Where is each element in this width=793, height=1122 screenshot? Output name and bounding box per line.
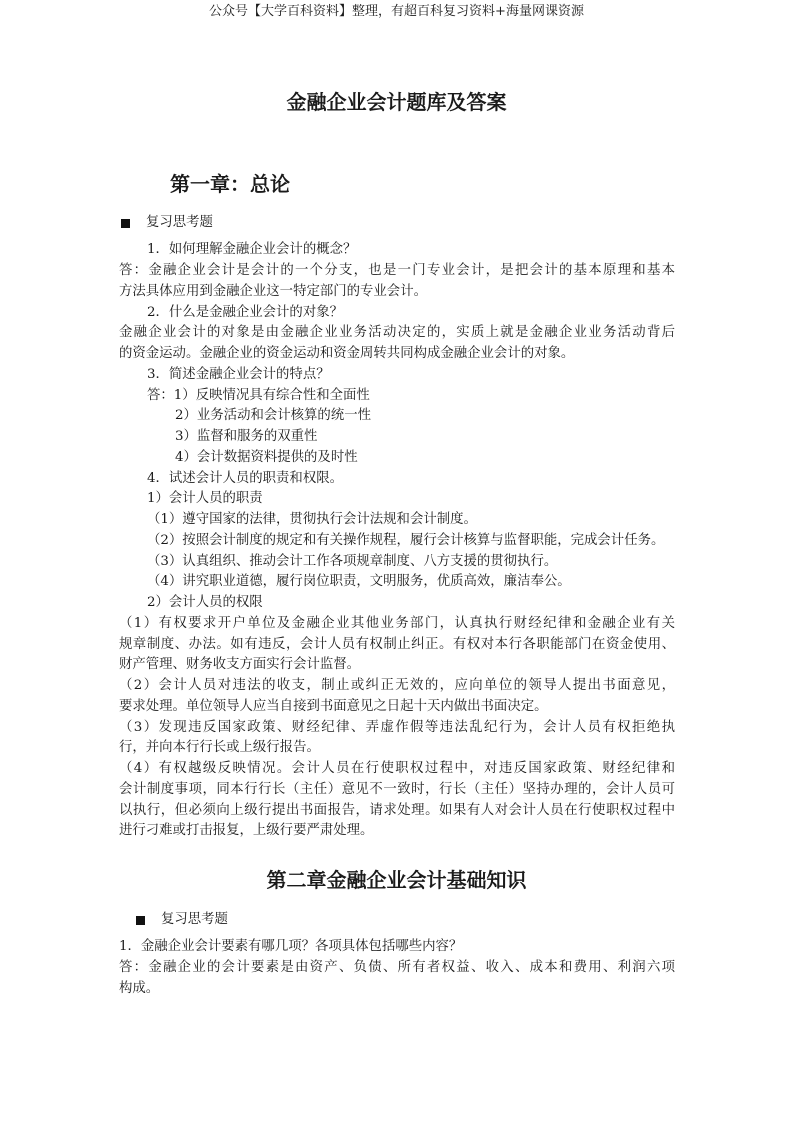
paragraph-line: 要求处理。单位领导人应当自接到书面意见之日起十天内做出书面决定。 xyxy=(119,699,548,714)
chapter-2-section xyxy=(136,910,228,930)
paragraph-line: 1．金融企业会计要素有哪几项？各项具体包括哪些内容？ xyxy=(119,939,463,954)
paragraph-line: 行，并向本行行长或上级行报告。 xyxy=(119,740,320,755)
paragraph-line: 的资金运动。金融企业的资金运动和资金周转共同构成金融企业会计的对象。 xyxy=(119,346,575,361)
paragraph-line: 4．试述会计人员的职责和权限。 xyxy=(147,471,343,486)
paragraph-line: 1．如何理解金融企业会计的概念？ xyxy=(147,242,357,257)
paragraph-line: （4）讲究职业道德，履行岗位职责，文明服务，优质高效，廉洁奉公。 xyxy=(147,574,571,589)
paragraph-line: （3）认真组织、推动会计工作各项规章制度、八方支援的贯彻执行。 xyxy=(147,554,558,569)
paragraph-line: 规章制度、办法。如有违反，会计人员有权制止纠正。有权对本行各职能部门在资金使用、 xyxy=(119,637,675,652)
paragraph-line: 2）会计人员的权限 xyxy=(147,595,263,610)
paragraph-line: （1）有权要求开户单位及金融企业其他业务部门，认真执行财经纪律和金融企业有关 xyxy=(119,616,675,631)
section-label: 复习思考题 xyxy=(161,912,228,927)
square-bullet-icon xyxy=(136,916,145,925)
paragraph-line: 4）会计数据资料提供的及时性 xyxy=(175,450,358,465)
paragraph-line: 答：1）反映情况具有综合性和全面性 xyxy=(147,388,370,403)
chapter-2-heading: 第二章金融企业会计基础知识 xyxy=(266,868,527,892)
paragraph-line: （2）会计人员对违法的收支，制止或纠正无效的，应向单位的领导人提出书面意见， xyxy=(119,678,675,693)
paragraph-line: 构成。 xyxy=(119,981,160,996)
paragraph-line: 1）会计人员的职责 xyxy=(147,491,263,506)
paragraph-line: （3）发现违反国家政策、财经纪律、弄虚作假等违法乱纪行为，会计人员有权拒绝执 xyxy=(119,720,675,735)
paragraph-line: 方法具体应用到金融企业这一特定部门的专业会计。 xyxy=(119,284,427,299)
chapter-1-heading: 第一章：总论 xyxy=(170,172,290,196)
paragraph-line: 财产管理、财务收支方面实行会计监督。 xyxy=(119,657,361,672)
paragraph-line: 金融企业会计的对象是由金融企业业务活动决定的，实质上就是金融企业业务活动背后 xyxy=(119,325,675,340)
paragraph-line: 3．简述金融企业会计的特点？ xyxy=(147,367,330,382)
section-label: 复习思考题 xyxy=(146,215,213,230)
chapter-1-section xyxy=(121,213,213,233)
paragraph-line: 2．什么是金融企业会计的对象？ xyxy=(147,305,343,320)
paragraph-line: （4）有权越级反映情况。会计人员在行使职权过程中，对违反国家政策、财经纪律和 xyxy=(119,761,675,776)
paragraph-line: 2）业务活动和会计核算的统一性 xyxy=(175,408,371,423)
paragraph-line: 进行刁难或打击报复，上级行要严肃处理。 xyxy=(119,823,374,838)
paragraph-line: 答：金融企业的会计要素是由资产、负债、所有者权益、收入、成本和费用、利润六项 xyxy=(119,960,675,975)
document-title: 金融企业会计题库及答案 xyxy=(286,90,507,114)
paragraph-line: 3）监督和服务的双重性 xyxy=(175,429,318,444)
square-bullet-icon xyxy=(121,219,130,228)
paragraph-line: 会计制度事项，同本行行长（主任）意见不一致时，行长（主任）坚持办理的，会计人员可 xyxy=(119,782,675,797)
paragraph-line: 答：金融企业会计是会计的一个分支，也是一门专业会计，是把会计的基本原理和基本 xyxy=(119,263,675,278)
page-header: 公众号【大学百科资料】整理，有超百科复习资料+海量网课资源 xyxy=(209,4,584,19)
paragraph-line: （1）遵守国家的法律，贯彻执行会计法规和会计制度。 xyxy=(147,512,477,527)
paragraph-line: 以执行，但必须向上级行提出书面报告，请求处理。如果有人对会计人员在行使职权过程中 xyxy=(119,803,675,818)
paragraph-line: （2）按照会计制度的规定和有关操作规程，履行会计核算与监督职能，完成会计任务。 xyxy=(147,533,665,548)
